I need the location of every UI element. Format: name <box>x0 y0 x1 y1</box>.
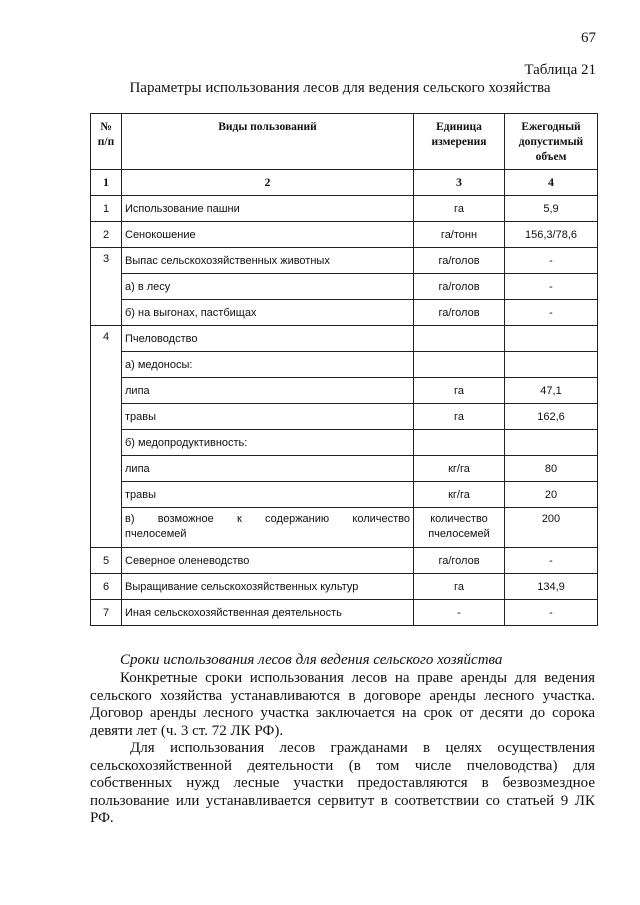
row-unit: га/голов <box>414 248 505 274</box>
page-number: 67 <box>581 30 596 46</box>
row-value: - <box>505 600 598 626</box>
table-row <box>91 430 598 456</box>
row-name: а) в лесу <box>122 274 414 300</box>
row-value: 20 <box>505 482 598 508</box>
row-name: а) медоносы: <box>122 352 414 378</box>
table-label: Таблица 21 <box>524 62 596 78</box>
row-num: 3 <box>91 248 122 326</box>
row-value: 134,9 <box>505 574 598 600</box>
row-value <box>505 430 598 456</box>
row-unit: га/голов <box>414 300 505 326</box>
row-unit: га <box>414 196 505 222</box>
table-row <box>91 508 598 548</box>
table-row <box>91 548 598 574</box>
table-row <box>91 326 598 352</box>
row-name: травы <box>122 404 414 430</box>
table-row <box>91 352 598 378</box>
header-type: Виды пользований <box>122 114 414 170</box>
table-row <box>91 196 598 222</box>
row-name: Выпас сельскохозяйственных животных <box>122 248 414 274</box>
column-number: 4 <box>505 170 598 196</box>
row-unit: га/голов <box>414 548 505 574</box>
row-value: - <box>505 248 598 274</box>
table-row <box>91 274 598 300</box>
row-num: 2 <box>91 222 122 248</box>
row-num: 4 <box>91 326 122 548</box>
row-name: липа <box>122 378 414 404</box>
row-name-line: в) возможное к содержанию количество <box>125 513 410 525</box>
row-num: 7 <box>91 600 122 626</box>
row-unit: количество пчелосемей <box>414 508 505 548</box>
section-heading: Сроки использования лесов для ведения сельского хозяйства <box>120 652 503 668</box>
row-num: 1 <box>91 196 122 222</box>
row-unit: га <box>414 574 505 600</box>
header-num: № п/п <box>91 114 122 170</box>
row-unit: кг/га <box>414 456 505 482</box>
row-name: липа <box>122 456 414 482</box>
row-value <box>505 326 598 352</box>
row-unit: - <box>414 600 505 626</box>
row-name: Выращивание сельскохозяйственных культур <box>122 574 414 600</box>
row-value: 47,1 <box>505 378 598 404</box>
row-value: 162,6 <box>505 404 598 430</box>
header-unit: Единица измерения <box>414 114 505 170</box>
row-name: Северное оленеводство <box>122 548 414 574</box>
paragraph-free-use: Для использования лесов гражданами в целях осуществления сельскохозяйственной деятельности (в том числе пчеловодства) для собственных нужд лесные участки предоставляются в безвозмездное пользование или устанавливается сервитут в соответствии со статьей 9 ЛК РФ. <box>90 740 595 826</box>
column-number: 3 <box>414 170 505 196</box>
paragraph-lease-terms: Конкретные сроки использования лесов на праве аренды для ведения сельского хозяйства устанавливаются в договоре аренды лесного участка. Договор аренды лесного участка заключается на срок от десяти до сорока девяти лет (ч. 3 ст. 72 ЛК РФ). <box>90 670 595 739</box>
table-row <box>91 404 598 430</box>
table-row <box>91 248 598 274</box>
column-number: 1 <box>91 170 122 196</box>
row-value: 5,9 <box>505 196 598 222</box>
table-row <box>91 300 598 326</box>
row-name: б) медопродуктивность: <box>122 430 414 456</box>
table-row <box>91 482 598 508</box>
row-value: 156,3/78,6 <box>505 222 598 248</box>
table-header-row <box>91 114 598 170</box>
row-value <box>505 352 598 378</box>
forest-use-parameters-table <box>90 113 598 626</box>
row-unit: га/голов <box>414 274 505 300</box>
row-unit <box>414 326 505 352</box>
row-unit: га <box>414 404 505 430</box>
row-name: Иная сельскохозяйственная деятельность <box>122 600 414 626</box>
row-name-line: пчелосемей <box>125 528 187 540</box>
row-unit: га <box>414 378 505 404</box>
row-unit: кг/га <box>414 482 505 508</box>
row-num: 5 <box>91 548 122 574</box>
row-value: 80 <box>505 456 598 482</box>
column-number-row <box>91 170 598 196</box>
row-name: Использование пашни <box>122 196 414 222</box>
column-number: 2 <box>122 170 414 196</box>
table-row <box>91 456 598 482</box>
row-name: Пчеловодство <box>122 326 414 352</box>
row-name <box>122 508 414 548</box>
row-num: 6 <box>91 574 122 600</box>
row-name: б) на выгонах, пастбищах <box>122 300 414 326</box>
row-name: травы <box>122 482 414 508</box>
row-unit <box>414 352 505 378</box>
row-value: - <box>505 274 598 300</box>
table-row <box>91 222 598 248</box>
row-value: - <box>505 300 598 326</box>
row-unit: га/тонн <box>414 222 505 248</box>
row-value: 200 <box>505 508 598 548</box>
row-unit <box>414 430 505 456</box>
table-row <box>91 574 598 600</box>
row-name: Сенокошение <box>122 222 414 248</box>
row-value: - <box>505 548 598 574</box>
header-volume: Ежегодный допустимый объем <box>505 114 598 170</box>
table-title: Параметры использования лесов для ведения сельского хозяйства <box>129 80 551 96</box>
table-row <box>91 600 598 626</box>
table-row <box>91 378 598 404</box>
